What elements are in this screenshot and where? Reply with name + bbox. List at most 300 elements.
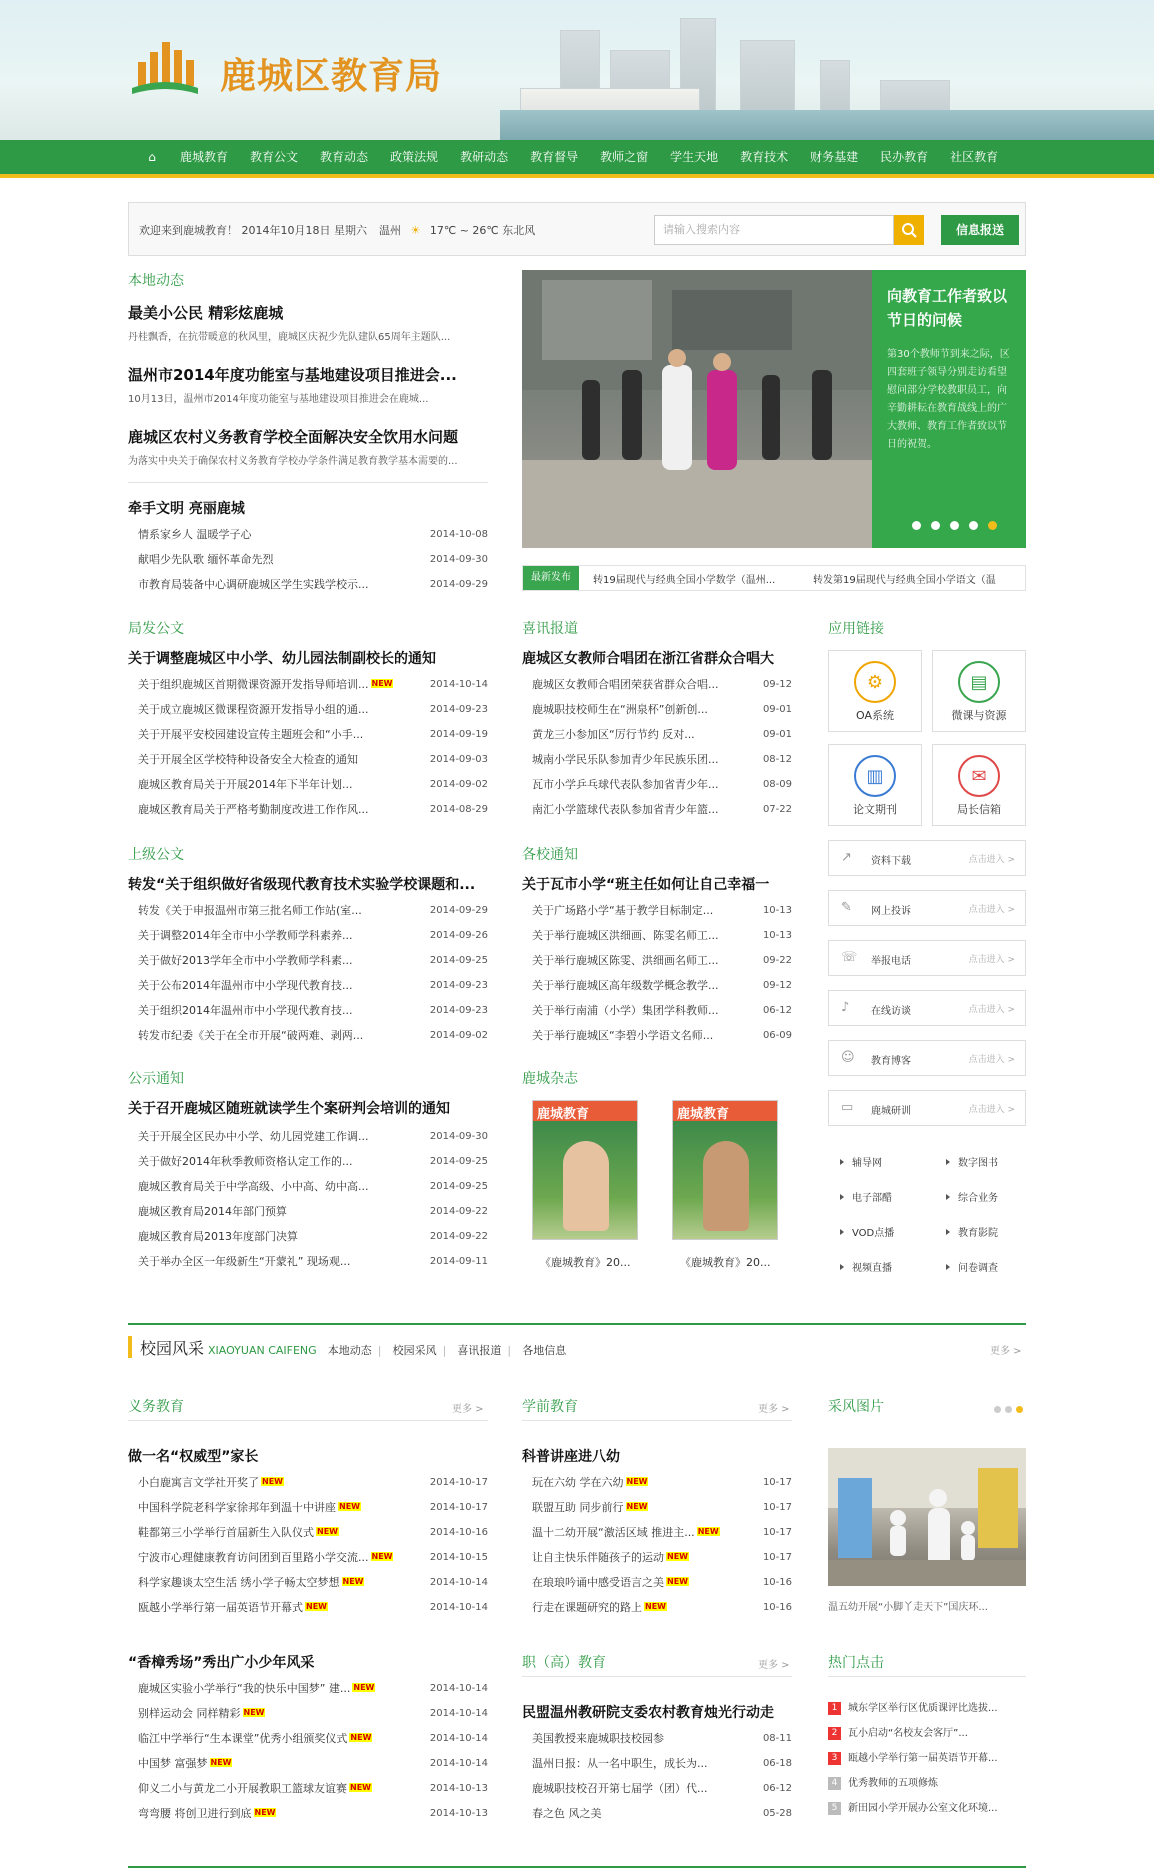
list-item-text[interactable]: 小白鹿寓言文学社开奖了 bbox=[138, 1476, 259, 1489]
list-item-text[interactable]: 别样运动会 同样精彩 bbox=[138, 1707, 241, 1720]
list-item-date: 06-09 bbox=[762, 1030, 792, 1041]
quick-link[interactable]: 问卷调查 bbox=[946, 1259, 998, 1274]
slide-dot[interactable] bbox=[950, 521, 959, 530]
magazine-caption[interactable]: 《鹿城教育》20... bbox=[540, 1256, 631, 1269]
list-item-title[interactable] bbox=[138, 1801, 418, 1826]
campus-tab[interactable]: 本地动态 bbox=[327, 1344, 372, 1357]
list-item-title[interactable] bbox=[532, 1520, 752, 1545]
list-item-date: 2014-09-26 bbox=[429, 930, 488, 941]
link-interview[interactable] bbox=[828, 990, 1026, 1026]
list-item-title[interactable]: 鹿城职技校师生在“洲泉杯”创新创... bbox=[532, 697, 752, 722]
search-icon bbox=[894, 215, 924, 245]
list-item-date: 08-11 bbox=[762, 1733, 792, 1744]
app-oa[interactable] bbox=[828, 650, 922, 732]
slide-caption[interactable] bbox=[872, 270, 1026, 548]
ticker-item[interactable]: 转发第19届现代与经典全国小学语文（温 bbox=[813, 575, 996, 586]
list-item-title[interactable] bbox=[532, 1570, 752, 1595]
enter-link[interactable]: 点击进入 > bbox=[968, 855, 1015, 865]
list-item-title[interactable]: 鹿城区教育局关于中学高级、小中高、幼中高... bbox=[138, 1174, 408, 1199]
list-item-text[interactable]: 科学家趣谈太空生活 绣小学子畅太空梦想 bbox=[138, 1576, 340, 1589]
list-item-text[interactable]: 在琅琅吟诵中感受语言之美 bbox=[532, 1576, 664, 1589]
list-item-title[interactable] bbox=[138, 1595, 418, 1620]
news-headline[interactable]: 做一名“权威型”家长 bbox=[128, 1449, 259, 1465]
slide-dot[interactable] bbox=[912, 521, 921, 530]
list-item[interactable] bbox=[128, 1174, 488, 1199]
list-item-title[interactable]: 关于做好2013学年全市中小学教师学科素... bbox=[138, 948, 408, 973]
list-item[interactable] bbox=[128, 1751, 488, 1776]
list-item-title[interactable]: 关于广场路小学“基于教学目标制定... bbox=[532, 898, 752, 923]
news-headline[interactable]: 转发“关于组织做好省级现代教育技术实验学校课题和... bbox=[128, 877, 476, 893]
list-item-title[interactable] bbox=[532, 1470, 752, 1495]
photo-dot-active[interactable] bbox=[1016, 1406, 1023, 1413]
list-item-date: 2014-09-25 bbox=[429, 1156, 488, 1167]
mic-icon: ♪ bbox=[841, 1000, 850, 1015]
news-headline[interactable]: 民盟温州教研院支委农村教育烛光行动走 bbox=[522, 1705, 774, 1721]
list-item[interactable] bbox=[522, 722, 792, 747]
section-title-local-news[interactable]: 本地动态 bbox=[128, 273, 184, 289]
divider bbox=[128, 482, 488, 483]
list-item[interactable] bbox=[128, 747, 488, 772]
section-title-hot[interactable]: 热门点击 bbox=[828, 1655, 884, 1671]
quick-link[interactable]: 数字图书 bbox=[946, 1154, 998, 1169]
list-item-text[interactable]: 瓯越小学举行第一届英语节开幕式 bbox=[138, 1601, 303, 1614]
list-item-title[interactable]: 关于成立鹿城区微课程资源开发指导小组的通... bbox=[138, 697, 408, 722]
list-item-title[interactable]: 黄龙三小参加区“厉行节约 反对... bbox=[532, 722, 752, 747]
slide-summary: 第30个教师节到来之际，区四套班子领导分别走访看望慰问部分学校教职员工，向辛勤耕耘在教育战线上的广大教师、教育工作者致以节日的祝贺。 bbox=[887, 349, 1010, 450]
list-item[interactable] bbox=[128, 547, 488, 572]
quick-link[interactable]: 电子部醋 bbox=[840, 1189, 892, 1204]
list-item-title[interactable] bbox=[138, 1470, 418, 1495]
slide-dot-active[interactable] bbox=[988, 521, 997, 530]
list-item-title[interactable]: 转发市纪委《关于在全市开展“破两难、剥两... bbox=[138, 1023, 408, 1048]
rank-badge: 1 bbox=[828, 1702, 841, 1715]
list-item-title[interactable]: 鹿城职技校召开第七届学（团）代... bbox=[532, 1776, 752, 1801]
list-item[interactable] bbox=[522, 1495, 792, 1520]
news-headline[interactable]: 牵手文明 亮丽鹿城 bbox=[128, 501, 245, 517]
report-button[interactable]: 信息报送 bbox=[941, 215, 1019, 245]
list-item-date: 2014-10-13 bbox=[429, 1808, 488, 1819]
list-item-date: 09-01 bbox=[762, 729, 792, 740]
rank-badge: 5 bbox=[828, 1802, 841, 1815]
list-item-title[interactable]: 关于开展平安校园建设宣传主题班会和“小手... bbox=[138, 722, 408, 747]
list-item[interactable] bbox=[522, 1545, 792, 1570]
magazine-cover[interactable] bbox=[672, 1100, 778, 1240]
section-title-preschool[interactable]: 学前教育 bbox=[522, 1399, 578, 1415]
news-headline[interactable]: 鹿城区女教师合唱团在浙江省群众合唱大 bbox=[522, 651, 774, 667]
magazine-caption[interactable]: 《鹿城教育》20... bbox=[680, 1256, 771, 1269]
list-item-title[interactable]: 关于开展全区学校特种设备安全大检查的通知 bbox=[138, 747, 408, 772]
slide-dot[interactable] bbox=[931, 521, 940, 530]
search-button[interactable] bbox=[894, 215, 924, 245]
quick-link[interactable]: VOD点播 bbox=[840, 1224, 894, 1239]
list-item-title[interactable]: 关于举办全区一年级新生“开蒙礼” 现场观... bbox=[138, 1249, 408, 1274]
campus-more-link[interactable]: 更多 > bbox=[990, 1346, 1022, 1357]
list-item[interactable] bbox=[522, 1726, 792, 1751]
hot-item[interactable] bbox=[828, 1721, 1026, 1746]
preschool-list bbox=[522, 1470, 792, 1620]
list-item-title[interactable]: 美国教授来鹿城职技校园参 bbox=[532, 1726, 752, 1751]
list-item-title[interactable] bbox=[138, 1520, 418, 1545]
upper-docs-list bbox=[128, 898, 488, 1048]
campus-title-en: XIAOYUAN CAIFENG bbox=[208, 1344, 317, 1357]
list-item[interactable] bbox=[522, 1570, 792, 1595]
gear-icon: ⚙ bbox=[854, 661, 896, 703]
list-item-date: 05-28 bbox=[762, 1808, 792, 1819]
slide-dot[interactable] bbox=[969, 521, 978, 530]
list-item[interactable] bbox=[128, 1249, 488, 1274]
magazine-cover[interactable] bbox=[532, 1100, 638, 1240]
list-item-text[interactable]: 弯弯腰 将创卫进行到底 bbox=[138, 1807, 252, 1820]
list-item-title[interactable] bbox=[532, 1545, 752, 1570]
hot-item[interactable] bbox=[828, 1746, 1026, 1771]
monitor-icon: ▭ bbox=[841, 1100, 854, 1115]
list-item[interactable] bbox=[522, 1751, 792, 1776]
list-item[interactable] bbox=[522, 672, 792, 697]
list-item[interactable] bbox=[128, 1701, 488, 1726]
list-item-date: 2014-09-19 bbox=[429, 729, 488, 740]
app-journals[interactable] bbox=[828, 744, 922, 826]
list-item-date: 2014-09-25 bbox=[429, 1181, 488, 1192]
list-item[interactable] bbox=[128, 722, 488, 747]
list-item-title[interactable]: 情系家乡人 温暖学子心 bbox=[138, 522, 398, 547]
nav-home-icon[interactable]: ⌂ bbox=[148, 150, 156, 164]
weather-text: 17℃ ~ 26℃ 东北风 bbox=[429, 224, 536, 237]
enter-link[interactable]: 点击进入 > bbox=[968, 1055, 1015, 1065]
list-item[interactable] bbox=[128, 1199, 488, 1224]
header-banner bbox=[0, 0, 1154, 140]
list-item[interactable] bbox=[128, 1495, 488, 1520]
nav-item[interactable]: 政策法规 bbox=[390, 150, 439, 164]
list-item-text[interactable]: 中国梦 富强梦 bbox=[138, 1757, 208, 1770]
nav-item[interactable]: 教育公文 bbox=[250, 150, 299, 164]
campus-photo-caption[interactable]: 温五幼开展“小脚丫走天下”国庆环... bbox=[828, 1602, 988, 1613]
list-item-text[interactable]: 鹿城区实验小学举行“我的快乐中国梦” 建... bbox=[138, 1682, 351, 1695]
new-badge-icon: NEW bbox=[371, 679, 393, 688]
news-summary: 10月13日，温州市2014年度功能室与基地建设项目推进会在鹿城... bbox=[128, 394, 429, 405]
more-link[interactable]: 更多 > bbox=[758, 1660, 790, 1671]
cover-person-icon bbox=[703, 1141, 749, 1231]
photo-dot[interactable] bbox=[994, 1406, 1001, 1413]
news-headline[interactable]: 关于调整鹿城区中小学、幼儿园法制副校长的通知 bbox=[128, 651, 436, 667]
list-item[interactable] bbox=[128, 898, 488, 923]
quick-link[interactable]: 视频直播 bbox=[840, 1259, 892, 1274]
list-item[interactable] bbox=[128, 923, 488, 948]
list-item[interactable] bbox=[522, 998, 792, 1023]
list-item[interactable] bbox=[522, 973, 792, 998]
slide-photo[interactable] bbox=[522, 270, 872, 548]
new-badge-icon: NEW bbox=[350, 1733, 372, 1742]
news-headline[interactable]: 温州市2014年度功能室与基地建设项目推进会... bbox=[128, 366, 457, 384]
list-item[interactable] bbox=[128, 1520, 488, 1545]
app-label: OA系统 bbox=[856, 709, 894, 722]
nav-item[interactable]: 教研动态 bbox=[460, 150, 509, 164]
list-item-text[interactable]: 鞋都第三小学举行首届新生入队仪式 bbox=[138, 1526, 314, 1539]
new-badge-icon: NEW bbox=[317, 1527, 338, 1536]
list-item-date: 10-17 bbox=[762, 1502, 792, 1513]
list-item-title[interactable]: 关于举行鹿城区陈雯、洪细画名师工... bbox=[532, 948, 752, 973]
list-item-title[interactable]: 关于公布2014年温州市中小学现代教育技... bbox=[138, 973, 408, 998]
enter-link[interactable]: 点击进入 > bbox=[968, 955, 1015, 965]
list-item-text[interactable]: 临江中学举行“生本课堂”优秀小组颁奖仪式 bbox=[138, 1732, 348, 1745]
list-item-title[interactable] bbox=[138, 1676, 418, 1701]
divider bbox=[522, 1676, 792, 1677]
nav-item[interactable]: 民办教育 bbox=[880, 150, 929, 164]
section-title-public-notices[interactable]: 公示通知 bbox=[128, 1071, 184, 1087]
new-badge-icon: NEW bbox=[626, 1502, 648, 1511]
news-headline[interactable]: 关于瓦市小学“班主任如何让自己幸福一 bbox=[522, 877, 770, 893]
list-item[interactable] bbox=[128, 1801, 488, 1826]
rank-badge: 2 bbox=[828, 1727, 841, 1740]
city-name: 温州 bbox=[379, 224, 401, 237]
enter-link[interactable]: 点击进入 > bbox=[968, 905, 1015, 915]
welcome-text: 欢迎来到鹿城教育！ 2014年10月18日 星期六 bbox=[139, 224, 367, 237]
campus-tab[interactable]: 各地信息 bbox=[522, 1344, 567, 1357]
list-item[interactable] bbox=[522, 923, 792, 948]
link-complaint[interactable] bbox=[828, 890, 1026, 926]
nav-item[interactable]: 鹿城教育 bbox=[180, 150, 229, 164]
list-item-date: 06-12 bbox=[762, 1005, 792, 1016]
list-item-title[interactable]: 关于举行南浦（小学）集团学科教师... bbox=[532, 998, 752, 1023]
new-badge-icon: NEW bbox=[350, 1783, 371, 1792]
quick-link[interactable]: 综合业务 bbox=[946, 1189, 998, 1204]
site-title[interactable]: 鹿城区教育局 bbox=[220, 56, 443, 97]
list-item-title[interactable] bbox=[138, 672, 418, 697]
list-item[interactable] bbox=[522, 948, 792, 973]
news-headline[interactable]: 科普讲座进八幼 bbox=[522, 1449, 620, 1465]
weather bbox=[379, 222, 535, 238]
list-item-title[interactable]: 献唱少先队歌 缅怀革命先烈 bbox=[138, 547, 398, 572]
hot-item-title[interactable]: 瓯越小学举行第一届英语节开幕... bbox=[848, 1753, 998, 1764]
list-item[interactable] bbox=[128, 572, 488, 597]
vocational-list bbox=[522, 1726, 792, 1826]
list-item-title[interactable]: 温州日报：从一名中职生，成长为... bbox=[532, 1751, 752, 1776]
hot-item-title[interactable]: 新田园小学开展办公室文化环境... bbox=[848, 1803, 998, 1814]
news-headline[interactable]: “香樟秀场”秀出广小少年风采 bbox=[128, 1655, 315, 1671]
list-item-title[interactable] bbox=[138, 1495, 418, 1520]
hot-item[interactable] bbox=[828, 1796, 1026, 1821]
link-label: 在线访谈 bbox=[871, 1006, 911, 1017]
school-notices-list bbox=[522, 898, 792, 1048]
list-item-text[interactable]: 宁波市心理健康教育访问团到百里路小学交流... bbox=[138, 1551, 369, 1564]
list-item-date: 2014-09-30 bbox=[429, 1131, 488, 1142]
campus-title[interactable]: 校园风采 bbox=[140, 1339, 205, 1358]
list-item-date: 2014-09-02 bbox=[429, 1030, 488, 1041]
list-item[interactable] bbox=[128, 1470, 488, 1495]
list-item-title[interactable] bbox=[138, 1751, 418, 1776]
campus-tab[interactable]: 喜讯报道 bbox=[457, 1344, 502, 1357]
section-title-good-news[interactable]: 喜讯报道 bbox=[522, 621, 578, 637]
new-badge-icon: NEW bbox=[210, 1758, 232, 1767]
list-item-text[interactable]: 玩在六幼 学在六幼 bbox=[532, 1476, 624, 1489]
list-item[interactable] bbox=[128, 797, 488, 822]
list-item-title[interactable]: 市教育局装备中心调研鹿城区学生实践学校示... bbox=[138, 572, 398, 597]
list-item[interactable] bbox=[128, 1023, 488, 1048]
list-item-title[interactable]: 关于做好2014年秋季教师资格认定工作的... bbox=[138, 1149, 408, 1174]
hot-item[interactable] bbox=[828, 1696, 1026, 1721]
list-item[interactable] bbox=[128, 973, 488, 998]
nav-item[interactable]: 教育技术 bbox=[740, 150, 789, 164]
river-graphic bbox=[500, 110, 1154, 140]
app-mailbox[interactable] bbox=[932, 744, 1026, 826]
list-item[interactable] bbox=[522, 1470, 792, 1495]
news-headline[interactable]: 关于召开鹿城区随班就读学生个案研判会培训的通知 bbox=[128, 1101, 450, 1117]
app-label: 局长信箱 bbox=[957, 803, 1001, 816]
section-title-compulsory[interactable]: 义务教育 bbox=[128, 1399, 184, 1415]
list-item[interactable] bbox=[128, 772, 488, 797]
info-bar bbox=[128, 202, 1026, 256]
list-item[interactable] bbox=[522, 1520, 792, 1545]
list-item-text[interactable]: 温十二幼开展“激活区域 推进主... bbox=[532, 1526, 695, 1539]
list-item[interactable] bbox=[128, 1570, 488, 1595]
list-item[interactable] bbox=[128, 1149, 488, 1174]
nav-item[interactable]: 财务基建 bbox=[810, 150, 859, 164]
list-item-title[interactable]: 鹿城区教育局关于开展2014年下半年计划... bbox=[138, 772, 408, 797]
list-item-title[interactable] bbox=[138, 1776, 418, 1801]
divider bbox=[522, 1420, 792, 1421]
list-item[interactable] bbox=[128, 1595, 488, 1620]
section-title-vocational[interactable]: 职（高）教育 bbox=[522, 1655, 606, 1671]
link-phone[interactable] bbox=[828, 940, 1026, 976]
list-item[interactable] bbox=[128, 998, 488, 1023]
list-item[interactable] bbox=[128, 1124, 488, 1149]
list-item-text[interactable]: 中国科学院老科学家徐邦年到温十中讲座 bbox=[138, 1501, 336, 1514]
nav-item[interactable]: 学生天地 bbox=[670, 150, 719, 164]
list-item-date: 2014-10-14 bbox=[429, 1758, 488, 1769]
section-title-school-notices[interactable]: 各校通知 bbox=[522, 847, 578, 863]
section-title-campus-photo[interactable]: 采风图片 bbox=[828, 1399, 884, 1415]
list-item[interactable] bbox=[522, 1801, 792, 1826]
nav-item[interactable]: 教育动态 bbox=[320, 150, 369, 164]
list-item[interactable] bbox=[522, 1776, 792, 1801]
list-item-title[interactable]: 鹿城区教育局关于严格考勤制度改进工作作风... bbox=[138, 797, 408, 822]
list-item-title[interactable]: 关于组织2014年温州市中小学现代教育技... bbox=[138, 998, 408, 1023]
divider bbox=[828, 1676, 1026, 1677]
list-item-title[interactable]: 关于举行鹿城区洪细画、陈雯名师工... bbox=[532, 923, 752, 948]
nav-item[interactable]: 教育督导 bbox=[530, 150, 579, 164]
list-item[interactable] bbox=[128, 1726, 488, 1751]
link-blog[interactable] bbox=[828, 1040, 1026, 1076]
slide-title[interactable]: 向教育工作者致以节日的问候 bbox=[887, 287, 1008, 329]
list-item-title[interactable]: 关于开展全区民办中小学、幼儿园党建工作调... bbox=[138, 1124, 408, 1149]
nav-item[interactable]: 社区教育 bbox=[950, 150, 999, 164]
enter-link[interactable]: 点击进入 > bbox=[968, 1105, 1015, 1115]
section-title-apps[interactable]: 应用链接 bbox=[828, 621, 884, 637]
list-item-title[interactable]: 鹿城区教育局2014年部门预算 bbox=[138, 1199, 408, 1224]
list-item-title[interactable]: 关于举行鹿城区高年级数学概念教学... bbox=[532, 973, 752, 998]
enter-link[interactable]: 点击进入 > bbox=[968, 1005, 1015, 1015]
list-item-text[interactable]: 让自主快乐伴随孩子的运动 bbox=[532, 1551, 664, 1564]
list-item-title[interactable] bbox=[138, 1701, 418, 1726]
campus-band-title: 校园风采 XIAOYUAN CAIFENG 本地动态 | 校园采风 | 喜讯报道 | 各地信息 bbox=[128, 1336, 566, 1358]
list-item[interactable] bbox=[128, 672, 488, 697]
list-item-title[interactable]: 转发《关于申报温州市第三批名师工作站(室... bbox=[138, 898, 408, 923]
list-item[interactable] bbox=[128, 522, 488, 547]
list-item-date: 09-12 bbox=[762, 679, 792, 690]
list-item[interactable] bbox=[128, 948, 488, 973]
hot-item-title[interactable]: 瓦小启动“名校友会客厅”... bbox=[848, 1728, 968, 1739]
campus-tab[interactable]: 校园采风 bbox=[392, 1344, 437, 1357]
list-item-title[interactable]: 关于调整2014年全市中小学教师学科素养... bbox=[138, 923, 408, 948]
quick-link[interactable]: 辅导网 bbox=[840, 1154, 882, 1169]
list-item-date: 2014-09-25 bbox=[429, 955, 488, 966]
section-title-upper-docs[interactable]: 上级公文 bbox=[128, 847, 184, 863]
news-headline[interactable]: 最美小公民 精彩炫鹿城 bbox=[128, 304, 284, 322]
document-icon: ▤ bbox=[958, 661, 1000, 703]
list-item-text[interactable]: 行走在课题研究的路上 bbox=[532, 1601, 642, 1614]
list-item[interactable] bbox=[522, 797, 792, 822]
list-item-title[interactable] bbox=[138, 1570, 418, 1595]
list-item-date: 2014-10-14 bbox=[429, 1708, 488, 1719]
link-label: 鹿城研训 bbox=[871, 1106, 911, 1117]
list-item-date: 10-13 bbox=[762, 930, 792, 941]
more-link[interactable]: 更多 > bbox=[758, 1404, 790, 1415]
list-item-title[interactable]: 春之色 风之美 bbox=[532, 1801, 752, 1826]
quick-link[interactable]: 教育影院 bbox=[946, 1224, 998, 1239]
hot-item[interactable] bbox=[828, 1771, 1026, 1796]
list-item[interactable] bbox=[128, 1224, 488, 1249]
list-item-date: 2014-09-22 bbox=[429, 1206, 488, 1217]
nav-item[interactable]: 教师之窗 bbox=[600, 150, 649, 164]
list-item-date: 2014-09-23 bbox=[429, 980, 488, 991]
list-item-title[interactable]: 南汇小学篮球代表队参加省青少年篮... bbox=[532, 797, 752, 822]
list-item-date: 2014-09-23 bbox=[429, 1005, 488, 1016]
new-badge-icon: NEW bbox=[262, 1477, 283, 1486]
list-item-title[interactable]: 瓦市小学乒乓球代表队参加省青少年... bbox=[532, 772, 752, 797]
app-resources[interactable] bbox=[932, 650, 1026, 732]
more-link[interactable]: 更多 > bbox=[452, 1404, 484, 1415]
list-item[interactable] bbox=[522, 1595, 792, 1620]
campus-photo[interactable] bbox=[828, 1448, 1026, 1586]
hot-item-title[interactable]: 优秀教师的五项修炼 bbox=[848, 1778, 938, 1789]
news-summary: 为落实中央关于确保农村义务教育学校办学条件满足教育教学基本需要的... bbox=[128, 456, 458, 467]
link-download[interactable] bbox=[828, 840, 1026, 876]
list-item-title[interactable] bbox=[532, 1595, 752, 1620]
edit-icon: ✎ bbox=[841, 900, 852, 915]
list-item-date: 10-13 bbox=[762, 905, 792, 916]
list-item-title[interactable]: 鹿城区女教师合唱团荣获省群众合唱... bbox=[532, 672, 752, 697]
section-title-magazine[interactable]: 鹿城杂志 bbox=[522, 1071, 578, 1087]
list-item[interactable] bbox=[522, 898, 792, 923]
list-item-text[interactable]: 关于组织鹿城区首期微课资源开发指导师培训... bbox=[138, 678, 369, 691]
list-item-title[interactable] bbox=[138, 1726, 418, 1751]
section-title-bureau-docs[interactable]: 局发公文 bbox=[128, 621, 184, 637]
link-research[interactable] bbox=[828, 1090, 1026, 1126]
list-item-date: 09-22 bbox=[762, 955, 792, 966]
list-item-title[interactable] bbox=[138, 1545, 418, 1570]
hot-item-title[interactable]: 城东学区举行区优质课评比选拔... bbox=[848, 1703, 998, 1714]
list-item-title[interactable] bbox=[532, 1495, 752, 1520]
list-item[interactable] bbox=[522, 1023, 792, 1048]
list-item[interactable] bbox=[128, 697, 488, 722]
list-item-text[interactable]: 联盟互助 同步前行 bbox=[532, 1501, 624, 1514]
ticker-item[interactable]: 转19届现代与经典全国小学数学（温州... bbox=[593, 575, 776, 586]
list-item[interactable] bbox=[522, 772, 792, 797]
list-item[interactable] bbox=[128, 1545, 488, 1570]
list-item-title[interactable]: 鹿城区教育局2013年度部门决算 bbox=[138, 1224, 408, 1249]
list-item[interactable] bbox=[522, 747, 792, 772]
list-item-title[interactable]: 关于举行鹿城区“李碧小学语文名师... bbox=[532, 1023, 752, 1048]
list-item[interactable] bbox=[522, 697, 792, 722]
search-input[interactable]: 请输入搜索内容 bbox=[654, 215, 894, 245]
list-item[interactable] bbox=[128, 1776, 488, 1801]
list-item[interactable] bbox=[128, 1676, 488, 1701]
list-item-text[interactable]: 仰义二小与黄龙二小开展教职工篮球友谊赛 bbox=[138, 1782, 347, 1795]
site-logo-icon[interactable] bbox=[130, 40, 200, 96]
news-headline[interactable]: 鹿城区农村义务教育学校全面解决安全饮用水问题 bbox=[128, 428, 459, 446]
photo-dot[interactable] bbox=[1005, 1406, 1012, 1413]
hot-list bbox=[828, 1696, 1026, 1821]
list-item-title[interactable]: 城南小学民乐队参加青少年民族乐团... bbox=[532, 747, 752, 772]
